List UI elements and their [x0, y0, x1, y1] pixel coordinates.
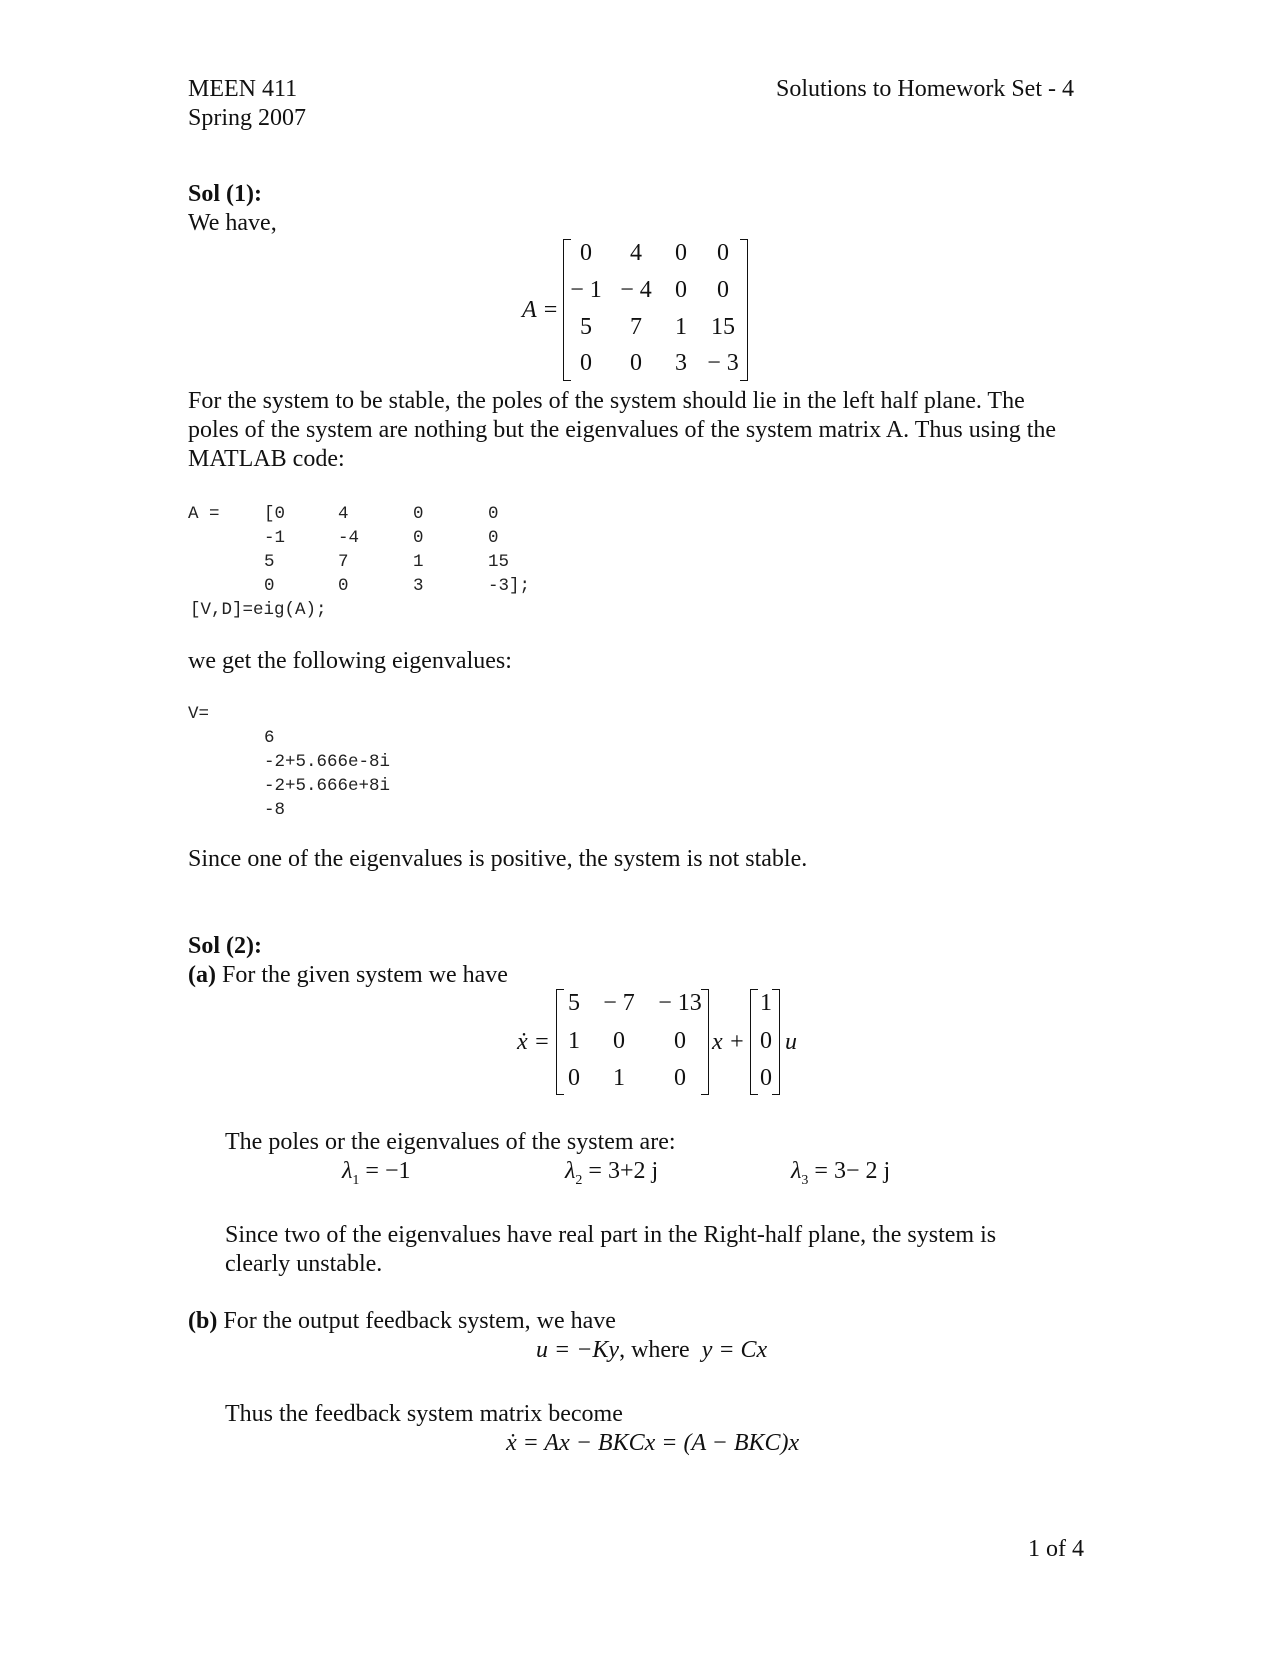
sol1-intro: We have,: [188, 210, 277, 236]
code-token: 15: [488, 552, 510, 572]
pole-lambda-1: $\lambda_1 = -1$: [342, 1158, 411, 1188]
matrix-a-cell: 0: [717, 277, 729, 303]
code-token: -1: [264, 528, 286, 548]
sys-matrix-cell: 0: [613, 1028, 625, 1054]
code-token: 0: [413, 528, 424, 548]
matrix-a-cell: − 4: [620, 277, 652, 303]
sol1-heading: Sol (1):: [188, 181, 262, 207]
matrix-a-cell: 0: [630, 350, 642, 376]
part-a-text: For the given system we have: [221, 962, 508, 988]
poles-intro: The poles or the eigenvalues of the system are:: [225, 1129, 676, 1155]
matrix-a-cell: − 1: [570, 277, 602, 303]
eig-intro: we get the following eigenvalues:: [188, 648, 512, 674]
matrix-a-cell: 7: [630, 314, 642, 340]
matrix-a-cell: 4: [630, 240, 642, 266]
code-token: 0: [338, 576, 349, 596]
vector-b-cell: 1: [760, 990, 772, 1016]
vector-b-cell: 0: [760, 1065, 772, 1091]
part-b-text: For the output feedback system, we have: [223, 1308, 616, 1334]
u-input: u: [785, 1029, 797, 1055]
sys-matrix-cell: 5: [568, 990, 580, 1016]
code-token: 7: [338, 552, 349, 572]
sys-matrix-cell: 1: [613, 1065, 625, 1091]
matrix-a-cell: − 3: [707, 350, 739, 376]
page-number: 1 of 4: [1028, 1536, 1084, 1562]
term: Spring 2007: [188, 105, 307, 131]
matrix-a-cell: 0: [675, 240, 687, 266]
matrix-a-cell: 0: [675, 277, 687, 303]
code-token: [0: [264, 504, 286, 524]
pole-lambda-3: $\lambda_3 = 3- 2$ j: [791, 1158, 891, 1188]
output-value: -8: [264, 800, 286, 820]
part-a-line: [188, 961, 508, 990]
matrix-a-label: A =: [522, 297, 559, 323]
matrix-a-cell: 0: [580, 350, 592, 376]
sol2-heading: Sol (2):: [188, 933, 262, 959]
output-var: V=: [188, 704, 210, 724]
x-plus: x +: [712, 1029, 745, 1055]
matrix-a-cell: 1: [675, 314, 687, 340]
matrix-a-cell: 3: [675, 350, 687, 376]
sys-matrix-cell: 1: [568, 1028, 580, 1054]
document-title: Solutions to Homework Set - 4: [776, 76, 1074, 102]
output-value: 6: [264, 728, 275, 748]
output-value: -2+5.666e-8i: [264, 752, 391, 772]
code-token: 0: [488, 528, 499, 548]
fb-matrix-equation: ẋ = Ax − BKCx = (A − BKC)x: [506, 1430, 800, 1456]
code-token: 0: [413, 504, 424, 524]
code-token: -4: [338, 528, 360, 548]
output-value: -2+5.666e+8i: [264, 776, 391, 796]
pole-lambda-2: $\lambda_2 = 3+2$ j: [565, 1158, 659, 1188]
sys-matrix-cell: 0: [674, 1065, 686, 1091]
code-token: 4: [338, 504, 349, 524]
code-token: 5: [264, 552, 275, 572]
matrix-a-cell: 0: [717, 240, 729, 266]
vector-b-cell: 0: [760, 1028, 772, 1054]
matrix-a-cell: 0: [580, 240, 592, 266]
part-a-label: (a): [188, 962, 216, 988]
sys-matrix-cell: 0: [568, 1065, 580, 1091]
stability-paragraph: For the system to be stable, the poles of the system should lie in the left half plane. The poles of the system are nothing but the eigenvalues of the system matrix A. Thus using the MATLAB code:: [188, 388, 1057, 472]
sys-matrix-cell: − 13: [658, 990, 702, 1016]
feedback-equation: [536, 1336, 767, 1365]
code-token: 3: [413, 576, 424, 596]
code-token: 1: [413, 552, 424, 572]
output-eq: y = Cx: [701, 1337, 768, 1363]
unstable-paragraph: Since two of the eigenvalues have real part in the Right-half plane, the system is clearly unstable.: [225, 1222, 997, 1277]
fb-matrix-text: Thus the feedback system matrix become: [225, 1401, 623, 1427]
sys-matrix-cell: 0: [674, 1028, 686, 1054]
course-code: MEEN 411: [188, 76, 298, 102]
code-eig-line: [V,D]=eig(A);: [190, 600, 327, 620]
code-token: 0: [264, 576, 275, 596]
code-token: -3];: [488, 576, 531, 596]
part-b-label: (b): [188, 1308, 218, 1334]
sol1-conclusion: Since one of the eigenvalues is positive, the system is not stable.: [188, 846, 808, 872]
code-token: 0: [488, 504, 499, 524]
part-b-line: [188, 1307, 616, 1336]
feedback-law: u = −Ky: [536, 1337, 620, 1363]
code-var: A =: [188, 504, 220, 524]
sys-matrix-cell: − 7: [603, 990, 635, 1016]
matrix-a-cell: 15: [711, 314, 735, 340]
xdot-lhs: ẋ =: [517, 1029, 550, 1055]
feedback-where: , where: [619, 1337, 690, 1363]
matrix-a-cell: 5: [580, 314, 592, 340]
